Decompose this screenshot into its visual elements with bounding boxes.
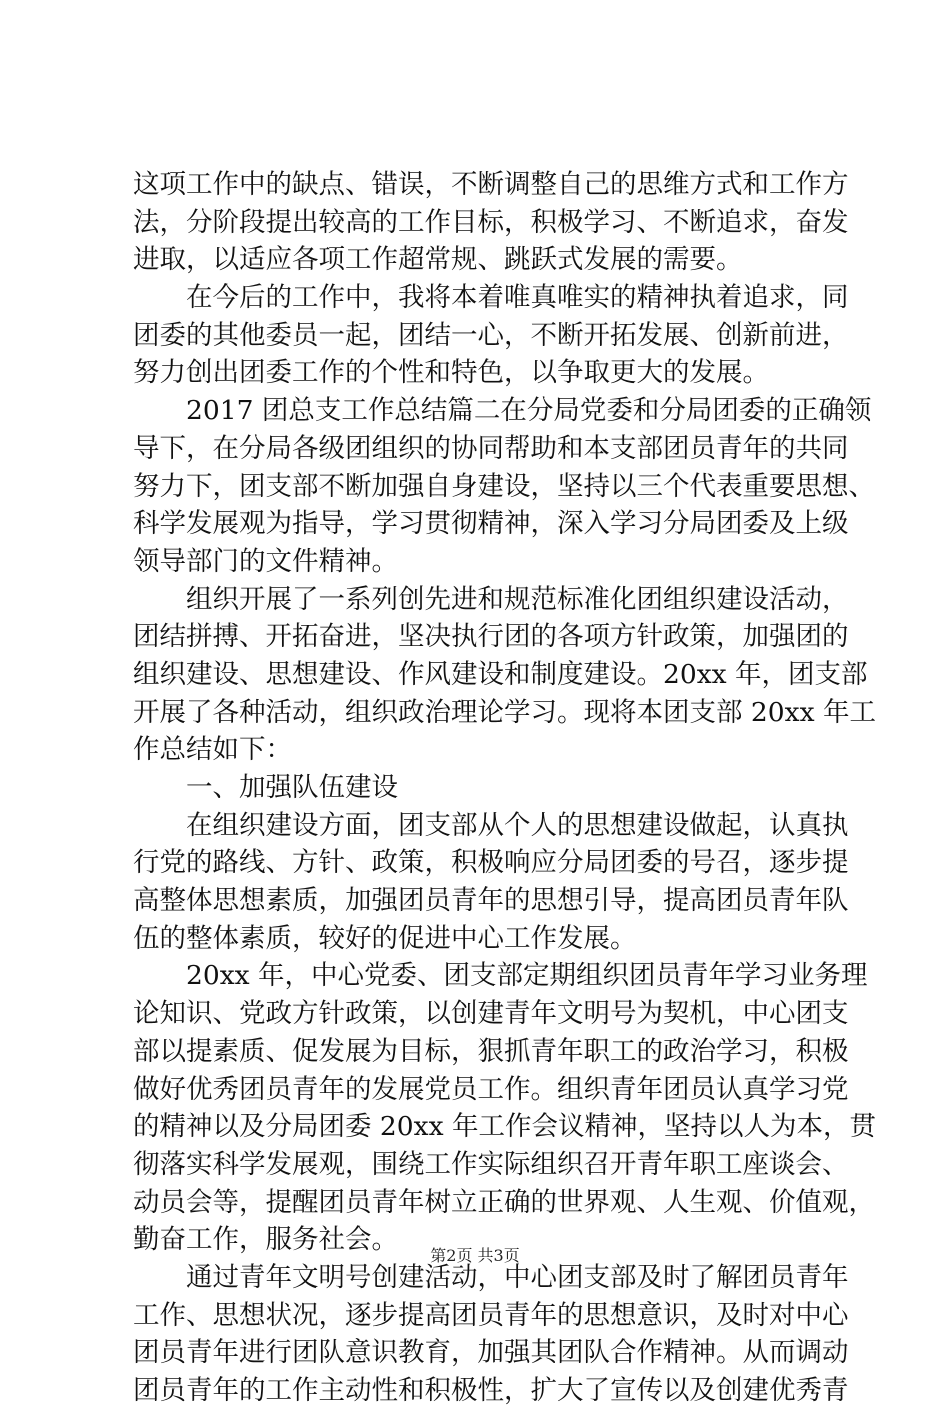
text-line: 团委的其他委员一起，团结一心，不断开拓发展、创新前进，: [133, 319, 849, 351]
paragraph: [133, 166, 849, 279]
text-line: 通过青年文明号创建活动，中心团支部及时了解团员青年: [186, 1261, 849, 1293]
text-line: 组织开展了一系列创先进和规范标准化团组织建设活动，: [186, 583, 849, 615]
text-line: 科学发展观为指导，学习贯彻精神，深入学习分局团委及上级: [133, 508, 849, 540]
text-line: 的精神以及分局团委 20xx 年工作会议精神，坚持以人为本，贯: [133, 1111, 876, 1143]
text-line: 这项工作中的缺点、错误，不断调整自己的思维方式和工作方: [133, 169, 849, 200]
text-line: 努力下，团支部不断加强自身建设，坚持以三个代表重要思想、: [133, 470, 875, 502]
text-line: 一、加强队伍建设: [186, 772, 398, 803]
paragraph: [133, 1259, 849, 1410]
text-line: 动员会等，提醒团员青年树立正确的世界观、人生观、价值观，: [133, 1186, 875, 1218]
text-line: 作总结如下：: [133, 734, 292, 766]
text-line: 2017 团总支工作总结篇二在分局党委和分局团委的正确领: [186, 395, 872, 427]
text-line: 部以提素质、促发展为目标，狠抓青年职工的政治学习，积极: [133, 1035, 849, 1067]
text-line: 团结拼搏、开拓奋进，坚决执行团的各项方针政策，加强团的: [133, 621, 849, 653]
text-line: 论知识、党政方针政策，以创建青年文明号为契机，中心团支: [133, 998, 849, 1030]
text-line: 伍的整体素质，较好的促进中心工作发展。: [133, 922, 637, 954]
text-line: 团员青年的工作主动性和积极性，扩大了宣传以及创建优秀青: [133, 1375, 849, 1406]
text-line: 彻落实科学发展观，围绕工作实际组织召开青年职工座谈会、: [133, 1148, 849, 1180]
text-line: 组织建设、思想建设、作风建设和制度建设。20xx 年，团支部: [133, 658, 868, 690]
text-line: 领导部门的文件精神。: [133, 545, 398, 577]
text-line: 工作、思想状况，逐步提高团员青年的思想意识，及时对中心: [133, 1299, 849, 1331]
text-line: 团员青年进行团队意识教育，加强其团队合作精神。从而调动: [133, 1337, 849, 1369]
text-line: 在今后的工作中，我将本着唯真唯实的精神执着追求，同: [186, 282, 849, 314]
paragraph: [133, 769, 835, 807]
text-line: 在组织建设方面，团支部从个人的思想建设做起，认真执: [186, 809, 849, 841]
text-line: 做好优秀团员青年的发展党员工作。组织青年团员认真学习党: [133, 1073, 849, 1105]
text-line: 20xx 年，中心党委、团支部定期组织团员青年学习业务理: [186, 960, 868, 992]
text-line: 行党的路线、方针、政策，积极响应分局团委的号召，逐步提: [133, 847, 849, 879]
document-body: [133, 166, 876, 1410]
paragraph: [133, 957, 876, 1259]
text-line: 努力创出团委工作的个性和特色，以争取更大的发展。: [133, 357, 769, 389]
paragraph: [133, 581, 876, 769]
text-line: 进取，以适应各项工作超常规、跳跃式发展的需要。: [133, 244, 743, 276]
text-line: 高整体思想素质，加强团员青年的思想引导，提高团员青年队: [133, 885, 849, 917]
page-number-footer: 第2页 共3页: [430, 1246, 520, 1265]
text-line: 导下，在分局各级团组织的协同帮助和本支部团员青年的共同: [133, 432, 849, 464]
text-line: 勤奋工作，服务社会。: [133, 1224, 398, 1256]
text-line: 法，分阶段提出较高的工作目标，积极学习、不断追求，奋发: [133, 206, 849, 238]
text-line: 开展了各种活动，组织政治理论学习。现将本团支部 20xx 年工: [133, 696, 876, 728]
paragraph: [133, 807, 849, 958]
paragraph: [133, 279, 849, 392]
paragraph: [133, 392, 875, 580]
